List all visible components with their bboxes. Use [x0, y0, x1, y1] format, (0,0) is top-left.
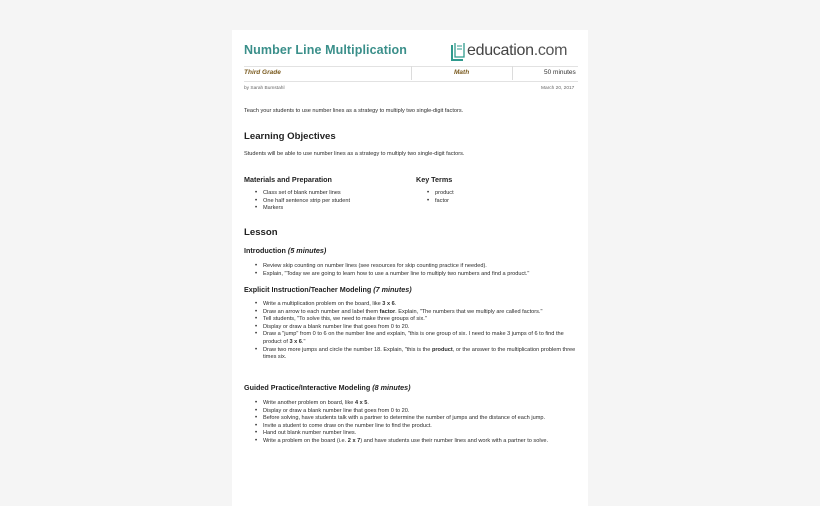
list-item: • Draw two more jumps and circle the number 18. Explain, "this is the product, or the answer to the multiplication problem three times six.	[244, 347, 580, 362]
introduction-list	[244, 263, 580, 278]
list-item: • Write a multiplication problem on the board, like 3 x 6.	[244, 301, 580, 309]
list-item: • Write a problem on the board (i.e. 2 x 7) and have students use their number lines and work with a partner to solve.	[244, 438, 580, 446]
list-item: • Markers	[244, 205, 404, 213]
list-item: • factor	[416, 198, 536, 206]
guided-practice-heading: Guided Practice/Interactive Modeling (8 minutes)	[244, 383, 411, 392]
objectives-text: Students will be able to use number lines as a strategy to multiply two single-digit factors.	[244, 151, 465, 157]
list-item: • Class set of blank number lines	[244, 190, 404, 198]
key-terms-list	[416, 190, 536, 205]
explicit-instruction-list	[244, 301, 580, 362]
list-item: • Draw an arrow to each number and label them factor. Explain, "The numbers that we multiply are called factors."	[244, 309, 580, 317]
lesson-summary: Teach your students to use number lines as a strategy to multiply two single-digit factors.	[244, 108, 464, 114]
list-item: • One half sentence strip per student	[244, 198, 404, 206]
meta-divider	[411, 66, 412, 80]
lesson-meta-row	[244, 66, 578, 80]
duration-label: 50 minutes	[544, 69, 576, 76]
lesson-heading: Lesson	[244, 227, 278, 238]
logo-text: education	[467, 42, 534, 59]
list-item: • Draw a "jump" from 0 to 6 on the number line and explain, "this is one group of six. I need to make 3 jumps of 6 to find the product of 3 x 6."	[244, 331, 580, 346]
list-item: • Invite a student to come draw on the number line to find the product.	[244, 423, 580, 431]
introduction-time: (5 minutes)	[287, 246, 327, 255]
guided-practice-list	[244, 400, 580, 446]
logo-suffix: .com	[533, 42, 568, 59]
list-item: • Hand out blank number number lines.	[244, 430, 580, 438]
key-terms-heading: Key Terms	[416, 175, 453, 184]
list-item: • Write another problem on board, like 4 x 5.	[244, 400, 580, 408]
meta-divider	[512, 66, 513, 80]
list-item: • Before solving, have students talk with a partner to determine the number of jumps and the distance of each jump.	[244, 415, 580, 423]
list-item: • Tell students, "To solve this, we need to make three groups of six."	[244, 316, 580, 324]
materials-heading: Materials and Preparation	[244, 175, 332, 184]
grade-label: Third Grade	[244, 69, 281, 76]
subject-label: Math	[454, 69, 470, 76]
list-item: • Display or draw a blank number line that goes from 0 to 20.	[244, 408, 580, 416]
lesson-plan-page	[232, 30, 588, 506]
introduction-heading: Introduction (5 minutes)	[244, 246, 327, 255]
materials-list	[244, 190, 404, 213]
list-item: • Display or draw a blank number line that goes from 0 to 20.	[244, 324, 580, 332]
guided-practice-time: (8 minutes)	[372, 383, 411, 392]
author-byline: by Sarah Bumstahl	[244, 86, 285, 91]
book-icon	[450, 41, 466, 61]
page-title: Number Line Multiplication	[244, 43, 408, 57]
meta-bottom-divider	[244, 81, 578, 82]
explicit-instruction-heading: Explicit Instruction/Teacher Modeling (7 minutes)	[244, 285, 412, 294]
explicit-instruction-time: (7 minutes)	[373, 285, 412, 294]
list-item: • product	[416, 190, 536, 198]
list-item: • Explain, "Today we are going to learn how to use a number line to multiply two numbers and find a product."	[244, 271, 580, 279]
publish-date: March 20, 2017	[541, 86, 575, 91]
objectives-heading: Learning Objectives	[244, 131, 336, 142]
list-item: • Review skip counting on number lines (see resources for skip counting practice if needed).	[244, 263, 580, 271]
